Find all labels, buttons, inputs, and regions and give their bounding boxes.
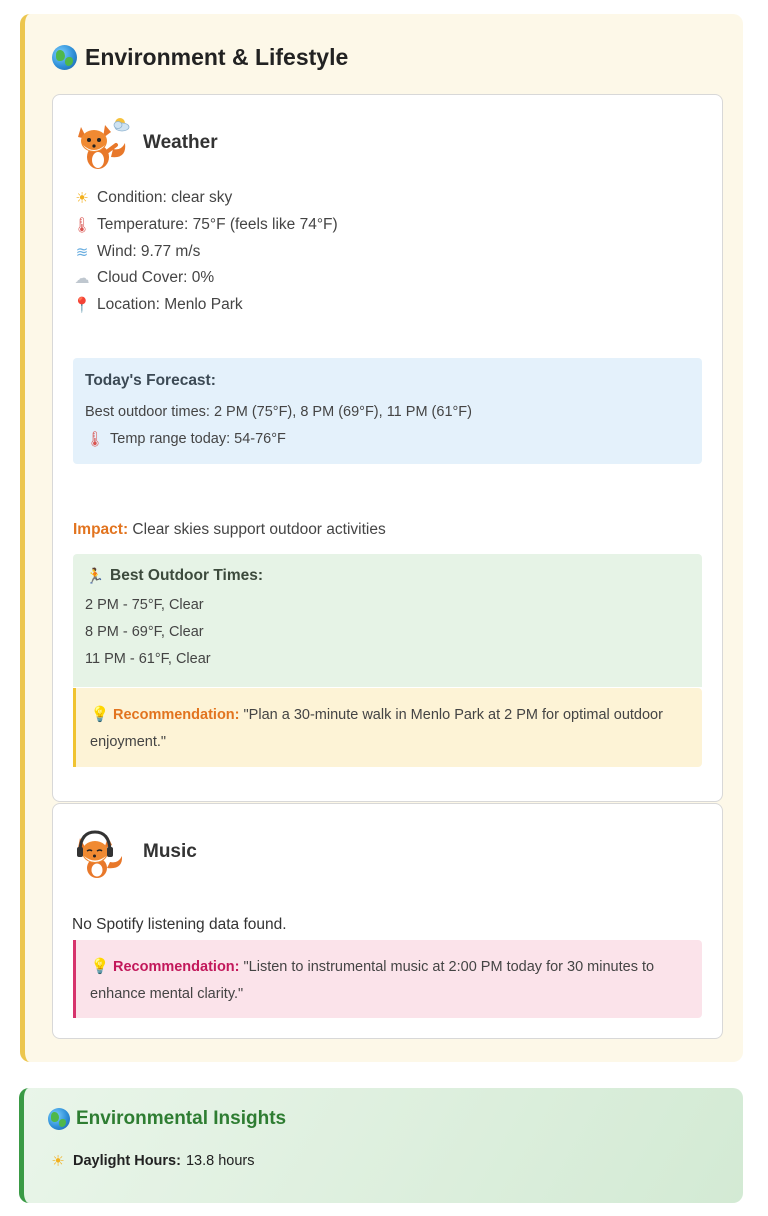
cloud-cover-item — [72, 265, 338, 292]
insights-title-text: Environmental Insights — [76, 1108, 287, 1129]
recommendation-text: "Plan a 30-minute walk in Menlo Park at 2 PM for optimal outdoor enjoyment." — [90, 707, 663, 750]
location-text: Location: Menlo Park — [97, 296, 243, 314]
recommendation-label: Recommendation: — [113, 707, 240, 723]
music-recommendation — [73, 940, 702, 1018]
forecast-temp-range-row — [85, 425, 690, 452]
recommendation-label: Recommendation: — [113, 959, 240, 975]
daylight-hours — [48, 1152, 254, 1170]
forecast-best-times: Best outdoor times: 2 PM (75°F), 8 PM (69°F), 11 PM (61°F) — [85, 403, 472, 420]
sun-icon: ☀ — [75, 190, 89, 208]
weather-header — [71, 113, 218, 173]
daylight-value: 13.8 hours — [185, 1153, 255, 1169]
thermometer-icon: 🌡 — [85, 430, 105, 448]
weather-title: Weather — [143, 132, 218, 153]
music-status: No Spotify listening data found. — [72, 916, 287, 933]
recommendation-text: "Listen to instrumental music at 2:00 PM today for 30 minutes to enhance mental clarity." — [90, 959, 655, 1002]
cloud-icon: ☁ — [74, 270, 90, 288]
wind-text: Wind: 9.77 m/s — [97, 242, 201, 260]
environment-lifestyle-section — [20, 14, 743, 1062]
impact-label: Impact: — [73, 521, 129, 538]
globe-icon — [48, 1108, 70, 1130]
location-pin-icon: 📍 — [72, 297, 92, 315]
running-person-icon: 🏃 — [85, 568, 105, 585]
impact-statement — [73, 521, 386, 539]
fox-weather-mascot-icon — [71, 113, 131, 173]
best-outdoor-times-title: Best Outdoor Times: — [110, 567, 264, 584]
best-time-item: 11 PM - 61°F, Clear — [85, 650, 211, 667]
section-title — [52, 41, 348, 73]
wind-icon: ≋ — [75, 243, 89, 261]
globe-icon — [52, 45, 77, 70]
weather-card — [52, 94, 723, 802]
best-outdoor-times-box — [73, 554, 702, 687]
forecast-temp-range: Temp range today: 54-76°F — [110, 430, 286, 447]
best-time-item: 2 PM - 75°F, Clear — [85, 596, 204, 613]
music-title: Music — [143, 841, 197, 862]
lightbulb-icon: 💡 — [90, 958, 110, 975]
wind-item — [72, 238, 338, 265]
temperature-item — [72, 212, 338, 239]
impact-text: Clear skies support outdoor activities — [128, 521, 386, 538]
environmental-insights-section — [19, 1088, 743, 1203]
music-header — [71, 822, 197, 882]
best-time-item: 8 PM - 69°F, Clear — [85, 623, 204, 640]
section-title-text: Environment & Lifestyle — [85, 43, 349, 70]
condition-text: Condition: clear sky — [97, 189, 233, 207]
cloud-cover-text: Cloud Cover: 0% — [97, 269, 215, 287]
sun-icon: ☀ — [51, 1153, 65, 1170]
lightbulb-icon: 💡 — [90, 706, 110, 723]
temperature-text: Temperature: 75°F (feels like 74°F) — [97, 216, 338, 234]
thermometer-icon: 🌡 — [72, 217, 92, 235]
best-outdoor-times-title-row — [85, 567, 690, 585]
todays-forecast-box — [73, 358, 702, 464]
location-item — [72, 292, 338, 319]
fox-headphones-mascot-icon — [71, 822, 131, 882]
weather-recommendation — [73, 688, 702, 767]
weather-details-list — [72, 185, 338, 318]
condition-item — [72, 185, 338, 212]
forecast-title: Today's Forecast: — [85, 372, 216, 389]
music-card — [52, 803, 723, 1039]
daylight-label: Daylight Hours: — [73, 1153, 181, 1169]
insights-title — [48, 1108, 286, 1130]
